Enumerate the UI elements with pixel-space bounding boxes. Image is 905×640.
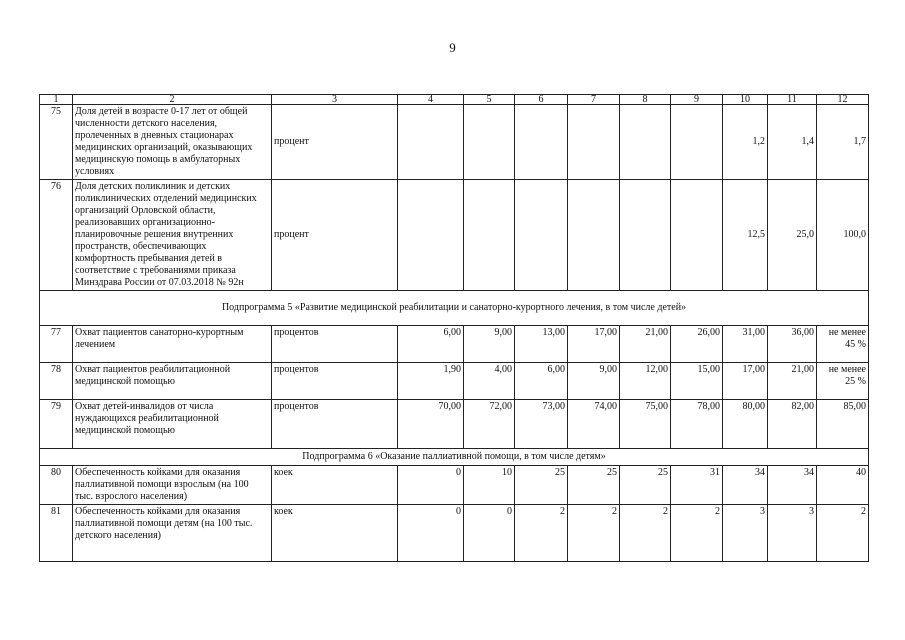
value-cell: 21,00 (768, 363, 817, 400)
unit-cell: процент (272, 105, 398, 180)
indicators-table (39, 94, 869, 562)
subprogram-title: Подпрограмма 6 «Оказание паллиативной помощи, в том числе детям» (40, 449, 869, 466)
header-cell: 7 (568, 95, 620, 105)
value-cell: 34 (723, 466, 768, 505)
value-cell: 31,00 (723, 326, 768, 363)
value-cell: 2 (515, 505, 568, 562)
value-cell (568, 105, 620, 180)
value-cell: 1,7 (817, 105, 869, 180)
unit-cell: процент (272, 180, 398, 291)
header-cell: 2 (73, 95, 272, 105)
value-cell: 21,00 (620, 326, 671, 363)
indicator-name: Обеспеченность койками для оказания паллиативной помощи взрослым (на 100 тыс. взрослого населения) (73, 466, 272, 505)
table-row (40, 326, 869, 363)
value-cell: 40 (817, 466, 869, 505)
value-cell: 4,00 (464, 363, 515, 400)
indicator-name: Доля детей в возрасте 0-17 лет от общей численности детского населения, пролеченных в дневных стационарах медицинских организаций, оказывающих медицинскую помощь в амбулаторных условиях (73, 105, 272, 180)
value-cell: 12,00 (620, 363, 671, 400)
value-cell: 25 (515, 466, 568, 505)
header-cell: 11 (768, 95, 817, 105)
value-cell: 0 (464, 505, 515, 562)
header-cell: 6 (515, 95, 568, 105)
indicator-name: Охват пациентов реабилитационной медицинской помощью (73, 363, 272, 400)
table-row (40, 105, 869, 180)
value-cell: 9,00 (464, 326, 515, 363)
value-cell: 2 (568, 505, 620, 562)
unit-cell: процентов (272, 326, 398, 363)
value-cell: 25 (620, 466, 671, 505)
row-number: 77 (40, 326, 73, 363)
unit-cell: процентов (272, 400, 398, 449)
value-cell: 0 (398, 505, 464, 562)
row-number: 75 (40, 105, 73, 180)
subprogram-row (40, 291, 869, 326)
value-cell: 73,00 (515, 400, 568, 449)
unit-cell: коек (272, 505, 398, 562)
value-cell: 78,00 (671, 400, 723, 449)
header-cell: 10 (723, 95, 768, 105)
value-cell: 6,00 (398, 326, 464, 363)
value-cell: 70,00 (398, 400, 464, 449)
value-cell: 34 (768, 466, 817, 505)
value-cell: 9,00 (568, 363, 620, 400)
value-cell: 1,4 (768, 105, 817, 180)
value-cell: 13,00 (515, 326, 568, 363)
unit-cell: коек (272, 466, 398, 505)
value-cell: 3 (723, 505, 768, 562)
value-cell: 10 (464, 466, 515, 505)
value-cell (620, 180, 671, 291)
value-cell: 82,00 (768, 400, 817, 449)
row-number: 80 (40, 466, 73, 505)
row-number: 81 (40, 505, 73, 562)
value-cell: не менее 45 % (817, 326, 869, 363)
header-cell: 9 (671, 95, 723, 105)
header-cell: 3 (272, 95, 398, 105)
value-cell: 1,2 (723, 105, 768, 180)
value-cell: 25,0 (768, 180, 817, 291)
value-cell: 3 (768, 505, 817, 562)
row-number: 78 (40, 363, 73, 400)
value-cell: 15,00 (671, 363, 723, 400)
row-number: 76 (40, 180, 73, 291)
value-cell (515, 105, 568, 180)
value-cell: 2 (620, 505, 671, 562)
header-cell: 8 (620, 95, 671, 105)
page-number: 9 (449, 40, 456, 55)
value-cell: 0 (398, 466, 464, 505)
value-cell: 17,00 (568, 326, 620, 363)
table-row (40, 180, 869, 291)
value-cell: 74,00 (568, 400, 620, 449)
indicator-name: Доля детских поликлиник и детских поликлинических отделений медицинских организаций Орловской области, реализовавших организационно-планировочные решения внутренних пространств, обеспечивающих комфортность пребывания детей в соответствие с требованиями приказа Минздрава России от 07.03.2018 № 92н (73, 180, 272, 291)
value-cell: 80,00 (723, 400, 768, 449)
value-cell (671, 180, 723, 291)
indicator-name: Охват пациентов санаторно-курортным лечением (73, 326, 272, 363)
value-cell (671, 105, 723, 180)
indicator-name: Охват детей-инвалидов от числа нуждающихся реабилитационной медицинской помощью (73, 400, 272, 449)
header-cell: 12 (817, 95, 869, 105)
value-cell (515, 180, 568, 291)
value-cell: 2 (671, 505, 723, 562)
subprogram-row (40, 449, 869, 466)
value-cell: 75,00 (620, 400, 671, 449)
table-row (40, 466, 869, 505)
header-cell: 1 (40, 95, 73, 105)
subprogram-title: Подпрограмма 5 «Развитие медицинской реабилитации и санаторно-курортного лечения, в том числе детей» (40, 291, 869, 326)
value-cell: 6,00 (515, 363, 568, 400)
value-cell: 36,00 (768, 326, 817, 363)
value-cell (398, 105, 464, 180)
value-cell: 31 (671, 466, 723, 505)
value-cell (568, 180, 620, 291)
value-cell: 100,0 (817, 180, 869, 291)
value-cell (398, 180, 464, 291)
header-row (40, 95, 869, 105)
value-cell: 12,5 (723, 180, 768, 291)
row-number: 79 (40, 400, 73, 449)
value-cell: 72,00 (464, 400, 515, 449)
value-cell: не менее 25 % (817, 363, 869, 400)
value-cell: 85,00 (817, 400, 869, 449)
value-cell: 17,00 (723, 363, 768, 400)
value-cell (464, 180, 515, 291)
header-cell: 5 (464, 95, 515, 105)
table-row (40, 505, 869, 562)
indicator-name: Обеспеченность койками для оказания паллиативной помощи детям (на 100 тыс. детского населения) (73, 505, 272, 562)
value-cell: 2 (817, 505, 869, 562)
table-row (40, 363, 869, 400)
value-cell: 25 (568, 466, 620, 505)
table-row (40, 400, 869, 449)
value-cell (620, 105, 671, 180)
value-cell (464, 105, 515, 180)
header-cell: 4 (398, 95, 464, 105)
value-cell: 26,00 (671, 326, 723, 363)
value-cell: 1,90 (398, 363, 464, 400)
unit-cell: процентов (272, 363, 398, 400)
